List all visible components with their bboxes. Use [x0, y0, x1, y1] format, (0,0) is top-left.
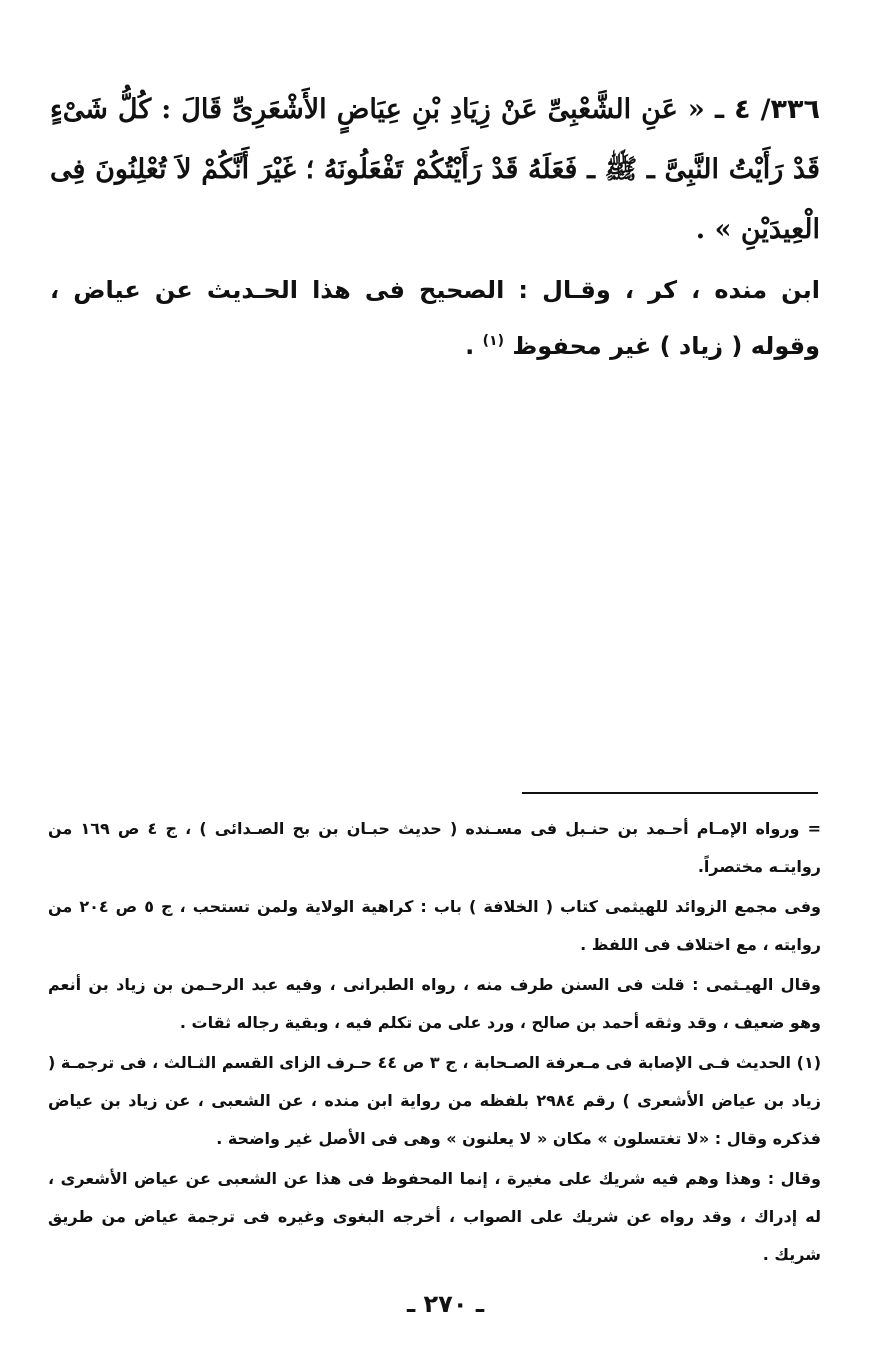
footnote-paragraph: وقال : وهذا وهم فيه شريك على مغيرة ، إنما المحفوظ فى هذا عن الشعبى عن عياض الأشعرى ، له إدراك ، وقد رواه عن شريك على الصواب ، أخرجه البغوى وغيره فى ترجمة عياض من طريق شريك .	[48, 1169, 821, 1264]
source-paragraph	[50, 262, 820, 374]
footnotes	[48, 810, 821, 1276]
footnote-reference: (١)	[482, 333, 504, 349]
page-number: ـ ٢٧٠ ـ	[406, 1290, 485, 1318]
hadith-number: ٣٣٦/ ٤ ـ	[714, 94, 820, 125]
source-end: .	[465, 332, 475, 360]
hadith-paragraph	[50, 80, 820, 260]
main-text	[50, 80, 820, 374]
footnote-separator-rule	[522, 792, 818, 794]
footnote-paragraph: وفى مجمع الزوائد للهيثمى كتاب ( الخلافة ) باب : كراهية الولاية ولمن تستحب ، ج ٥ ص ٢٠٤ من روايته ، مع اختلاف فى اللفظ .	[48, 897, 821, 954]
hadith-text: « عَنِ الشَّعْبِىِّ عَنْ زِيَادِ بْنِ عِيَاضٍ الأَشْعَرِىِّ قَالَ : كُلُّ شَىْءٍ قَدْ رَأَيْتُ النَّبِىَّ ـ ﷺ ـ فَعَلَهُ قَدْ رَأَيْتُكُمْ تَفْعَلُونَهُ ؛ غَيْرَ أَنَّكُمْ لاَ تُعْلِنُونَ فِى الْعِيدَيْنِ » .	[50, 94, 820, 245]
footnote-1: (١) الحديث فـى الإصابة فى مـعرفة الصـحابة ، ج ٣ ص ٤٤ حـرف الزاى القسم الثـالث ، فى ترجمـة ( زياد بن عياض الأشعرى ) رقم ٢٩٨٤ بلفظه من رواية ابن منده ، عن الشعبى ، عن زياد بن عياض فذكره وقال : «لا تغتسلون » مكان « لا يعلنون » وهى فى الأصل غير واضحة .	[48, 1053, 822, 1148]
source-text: ابن منده ، كر ، وقـال : الصحيح فى هذا الحـديث عن عياض ، وقوله ( زياد ) غير محفوظ	[50, 276, 820, 360]
footnote-continuation: = ورواه الإمـام أحـمد بن حنـبل فى مسـنده ( حديث حبـان بن بح الصـدائى ) ، ج ٤ ص ١٦٩ من روايتـه مختصراً.	[48, 819, 822, 876]
footnote-paragraph: وقال الهيـثمى : قلت فى السنن طرف منه ، رواه الطبرانى ، وفيه عبد الرحـمن بن زياد بن أنعم وهو ضعيف ، وقد وثقه أحمد بن صالح ، ورد على من تكلم فيه ، وبقية رجاله ثقات .	[48, 975, 821, 1032]
